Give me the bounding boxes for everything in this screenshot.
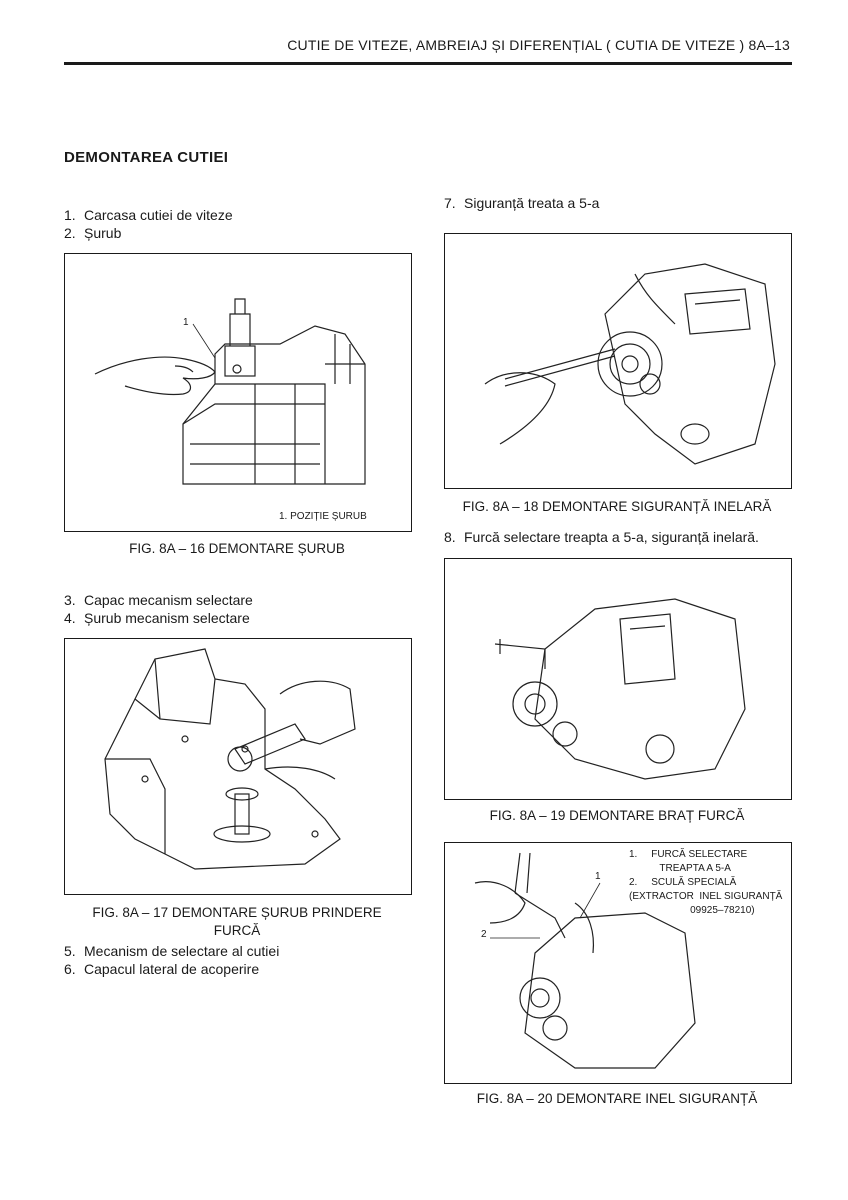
fig16-callout-1: 1 (183, 317, 189, 328)
list-item: 8. Furcă selectare treapta a 5-a, siguranță inelară. (444, 529, 759, 545)
figure-17-illustration (65, 639, 411, 894)
fig16-caption: FIG. 8A – 16 DEMONTARE ȘURUB (129, 541, 345, 556)
fig20-caption: FIG. 8A – 20 DEMONTARE INEL SIGURANȚĂ (476, 1091, 758, 1106)
section-title: DEMONTAREA CUTIEI (64, 149, 229, 166)
fig17-caption: FIG. 8A – 17 DEMONTARE ȘURUB PRINDERE FURCĂ (92, 905, 382, 938)
figure-19 (444, 558, 792, 800)
list-item: 4. Șurub mecanism selectare (64, 610, 250, 626)
figure-16 (64, 253, 412, 532)
list-item: 1. Carcasa cutiei de viteze (64, 207, 233, 223)
header-rule (64, 62, 792, 65)
figure-19-illustration (445, 559, 791, 799)
figure-20 (444, 842, 792, 1084)
figure-17 (64, 638, 412, 895)
fig16-legend: 1. POZIȚIE ȘURUB (279, 511, 367, 522)
fig20-legend: 1. FURCĂ SELECTARE TREAPTA A 5-A 2. SCULĂ SPECIALĂ (EXTRACTOR INEL SIGURANȚĂ 09925–78210) (629, 849, 783, 916)
figure-18-illustration (445, 234, 791, 488)
fig18-caption: FIG. 8A – 18 DEMONTARE SIGURANȚĂ INELARĂ (462, 499, 772, 514)
fig20-callout-2: 2 (481, 929, 487, 940)
list-item: 2. Șurub (64, 225, 122, 241)
list-item: 7. Siguranță treata a 5-a (444, 195, 600, 211)
fig20-callout-1: 1 (595, 871, 601, 882)
fig19-caption: FIG. 8A – 19 DEMONTARE BRAȚ FURCĂ (489, 808, 745, 823)
list-item: 5. Mecanism de selectare al cutiei (64, 943, 280, 959)
list-item: 3. Capac mecanism selectare (64, 592, 253, 608)
page-header-title: CUTIE DE VITEZE, AMBREIAJ ȘI DIFERENȚIAL ( CUTIA DE VITEZE ) 8A–13 (287, 37, 790, 53)
figure-18 (444, 233, 792, 489)
list-item: 6. Capacul lateral de acoperire (64, 961, 260, 977)
figure-16-illustration (65, 254, 411, 531)
